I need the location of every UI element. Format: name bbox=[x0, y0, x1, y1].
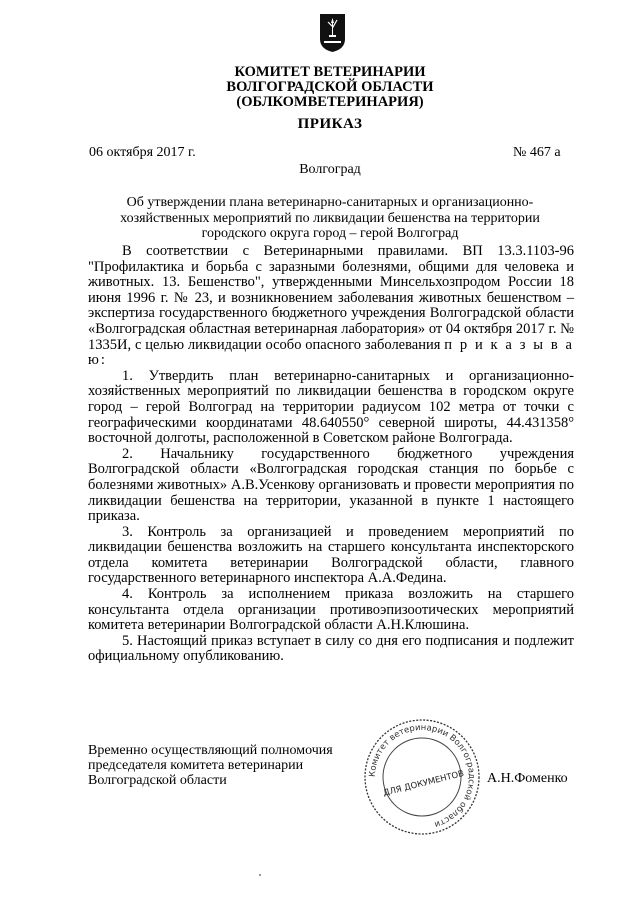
signer-block bbox=[88, 743, 333, 788]
body-paragraph-4: 4. Контроль за исполнением приказа возложить на старшего консультанта отдела организации противоэпизоотических мероприятий комитета ветеринарии Волгоградской области А.Н.Клюшина. bbox=[88, 586, 574, 634]
document-date: 06 октября 2017 г. bbox=[89, 145, 196, 160]
org-line-2: ВОЛГОГРАДСКОЙ ОБЛАСТИ bbox=[226, 79, 434, 95]
subject-line-3: городского округа город – герой Волгоград bbox=[201, 226, 459, 241]
scan-speck bbox=[259, 874, 261, 876]
document-city: Волгоград bbox=[299, 162, 361, 177]
document-body bbox=[88, 244, 574, 665]
body-intro-paragraph bbox=[88, 244, 574, 369]
document-title: ПРИКАЗ bbox=[297, 116, 363, 132]
signer-line-3: Волгоградской области bbox=[88, 773, 227, 788]
body-paragraph-2: 2. Начальнику государственного бюджетного учреждения Волгоградской области «Волгоградская городская станция по борьбе с болезнями животных» А.В.Усенкову организовать и провести мероприятия по ликвидации бешенства на территории, указанной в пункте 1 настоящего приказа. bbox=[88, 445, 574, 525]
body-intro-text: В соответствии с Ветеринарными правилами. ВП 13.3.1103-96 "Профилактика и борьба с заразными болезнями, общими для человека и животных. 13. Бешенство", утвержденными Минсельхозпродом России 18 июня 1996 г. № 23, и возникновением заболевания животных бешенством – экспертиза государственного бюджетного учреждения Волгоградской области «Волгоградская областная ветеринарная лаборатория» от 04 октября 2017 г. № 1335И, с целью ликвидации особо опасного заболевания bbox=[88, 243, 574, 353]
document-number: № 467 а bbox=[513, 145, 561, 160]
subject-line-1: Об утверждении плана ветеринарно-санитарных и организационно- bbox=[126, 195, 534, 210]
signer-line-2: председателя комитета ветеринарии bbox=[88, 758, 304, 773]
official-stamp bbox=[363, 718, 481, 836]
coat-of-arms-icon bbox=[319, 13, 346, 53]
signer-name: А.Н.Фоменко bbox=[487, 771, 568, 786]
org-line-1: КОМИТЕТ ВЕТЕРИНАРИИ bbox=[234, 64, 426, 80]
subject-line-2: хозяйственных мероприятий по ликвидации бешенства на территории bbox=[120, 210, 540, 226]
signer-line-1: Временно осуществляющий полномочия bbox=[88, 743, 333, 758]
body-paragraph-3: 3. Контроль за организацией и проведением мероприятий по ликвидации бешенства возложить на старшего консультанта инспекторского отдела комитета ветеринарии Волгоградской области, главного государственного ветеринарного инспектора А.А.Федина. bbox=[88, 523, 574, 587]
stamp-center-text: ДЛЯ ДОКУМЕНТОВ bbox=[382, 768, 466, 799]
stamp-ring-text: Комитет ветеринарии Волгоградской области bbox=[367, 722, 477, 830]
document-subject bbox=[100, 195, 560, 242]
organization-header bbox=[0, 65, 640, 110]
body-paragraph-1: 1. Утвердить план ветеринарно-санитарных и организационно-хозяйственных мероприятий по ликвидации бешенства в городском округе город – герой Волгоград на территории радиусом 102 метра от точки с географическими координатами 48.640550° северной широты, 44.431358° восточной долготы, расположенной в Советском районе Волгограда. bbox=[88, 367, 574, 447]
order-word: п р и к а з ы в а ю: bbox=[88, 336, 574, 369]
org-line-3: (ОБЛКОМВЕТЕРИНАРИЯ) bbox=[236, 94, 424, 110]
body-paragraph-5: 5. Настоящий приказ вступает в силу со дня его подписания и подлежит официальному опубликованию. bbox=[88, 632, 574, 665]
